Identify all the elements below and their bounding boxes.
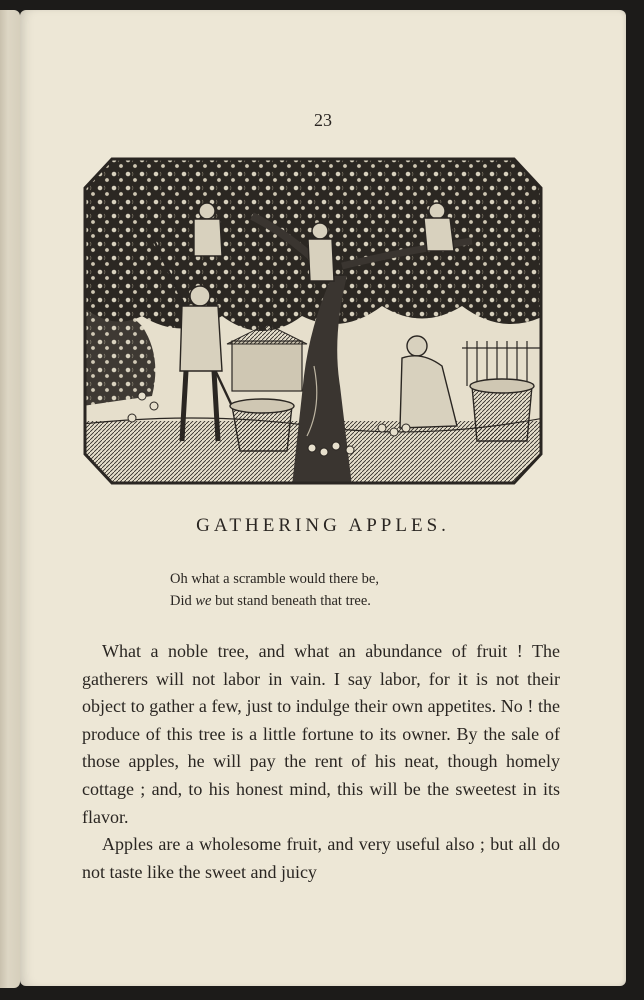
body-text	[82, 638, 560, 886]
illustration-caption: GATHERING APPLES.	[196, 515, 450, 536]
verse-text: Did	[170, 593, 196, 609]
verse-line	[170, 590, 470, 612]
facing-page-edge	[0, 10, 20, 988]
verse-text: but stand beneath that tree.	[211, 593, 371, 609]
verse-emphasis: we	[195, 593, 212, 609]
verse-line: Oh what a scramble would there be,	[170, 571, 379, 587]
apple-tree-engraving	[82, 156, 544, 486]
verse	[170, 568, 470, 612]
book-page	[20, 10, 626, 986]
paragraph: What a noble tree, and what an abundance of fruit ! The gatherers will not labor in vain. I say labor, for it is not their object to gather a few, just to indulge their own appetites. No ! the produce of this tree is a little fortune to its owner. By the sale of those apples, he will pay the rent of his neat, though homely cottage ; and, to his honest mind, this will be the sweetest in its flavor.	[82, 641, 560, 827]
paragraph: Apples are a wholesome fruit, and very useful also ; but all do not taste like the sweet and juicy	[82, 834, 560, 882]
page-number: 23	[314, 110, 332, 130]
